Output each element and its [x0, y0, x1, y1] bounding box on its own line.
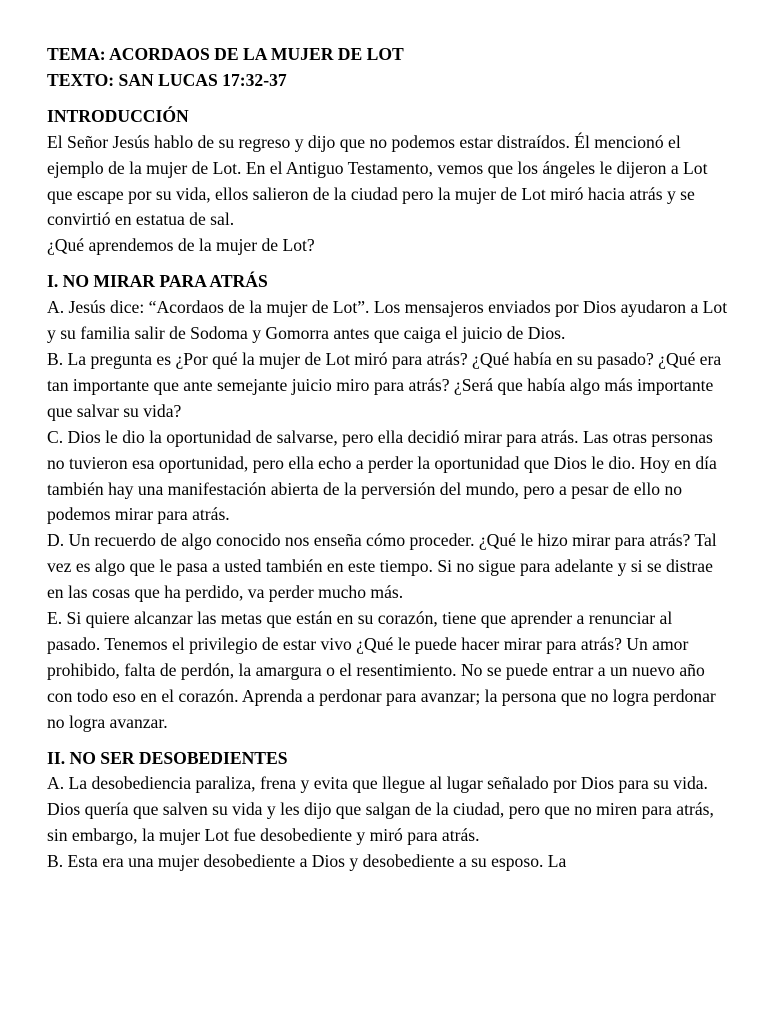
section-no-mirar [47, 269, 728, 735]
tema-heading: TEMA: ACORDAOS DE LA MUJER DE LOT [47, 44, 404, 64]
introduccion-paragraph: El Señor Jesús hablo de su regreso y dijo que no podemos estar distraídos. Él mencionó el ejemplo de la mujer de Lot. En el Antiguo Testamento, vemos que los ángeles le dijeron a Lot que escape por su vida, ellos salieron de la ciudad pero la mujer de Lot miró hacia atrás y se convirtió en estatua de sal. [47, 131, 708, 230]
section-no-mirar-point-a: A. Jesús dice: “Acordaos de la mujer de Lot”. Los mensajeros enviados por Dios ayudaron a Lot y su familia salir de Sodoma y Gomorra antes que caiga el juicio de Dios. [47, 297, 728, 344]
introduccion-title: INTRODUCCIÓN [47, 105, 189, 126]
section-no-mirar-point-e: E. Si quiere alcanzar las metas que están en su corazón, tiene que aprender a renunciar al pasado. Tenemos el privilegio de estar vivo ¿Qué le puede hacer mirar para atrás? Un amor prohibido, falta de perdón, la amargura o el resentimiento. No se puede entrar a un nuevo año con todo eso en el corazón. Aprenda a perdonar para avanzar; la persona que no logra perdonar no logra avanzar. [47, 608, 716, 732]
introduccion-question: ¿Qué aprendemos de la mujer de Lot? [47, 235, 315, 256]
section-no-mirar-point-b: B. La pregunta es ¿Por qué la mujer de Lot miró para atrás? ¿Qué había en su pasado? ¿Qué era tan importante que ante semejante juicio miro para atrás? ¿Será que había algo más importante que salvar su vida? [47, 348, 722, 421]
texto-heading: TEXTO: SAN LUCAS 17:32-37 [47, 69, 287, 90]
section-no-desobedientes-point-b: B. Esta era una mujer desobediente a Dios y desobediente a su esposo. La [47, 851, 567, 872]
introduccion-section [47, 104, 728, 259]
section-no-desobedientes-point-a: A. La desobediencia paraliza, frena y evita que llegue al lugar señalado por Dios para su vida. Dios quería que salven su vida y les dijo que salgan de la ciudad, pero que no miren para atrás, sin embargo, la mujer Lot fue desobediente y miró para atrás. [47, 773, 714, 846]
section-no-desobedientes [47, 746, 728, 876]
section-no-mirar-title: I. NO MIRAR PARA ATRÁS [47, 271, 268, 292]
section-no-mirar-point-d: D. Un recuerdo de algo conocido nos enseña cómo proceder. ¿Qué le hizo mirar para atrás? Tal vez es algo que le pasa a usted también en este tiempo. Si no sigue para adelante y si se distrae en las cosas que ha perdido, va perder mucho más. [47, 530, 717, 603]
document-header [47, 42, 728, 94]
section-no-desobedientes-title: II. NO SER DESOBEDIENTES [47, 747, 288, 768]
section-no-mirar-point-c: C. Dios le dio la oportunidad de salvarse, pero ella decidió mirar para atrás. Las otras personas no tuvieron esa oportunidad, pero ella echo a perder la oportunidad que Dios le dio. Hoy en día también hay una manifestación abierta de la perversión del mundo, pero a pesar de ello no podemos mirar para atrás. [47, 426, 717, 525]
